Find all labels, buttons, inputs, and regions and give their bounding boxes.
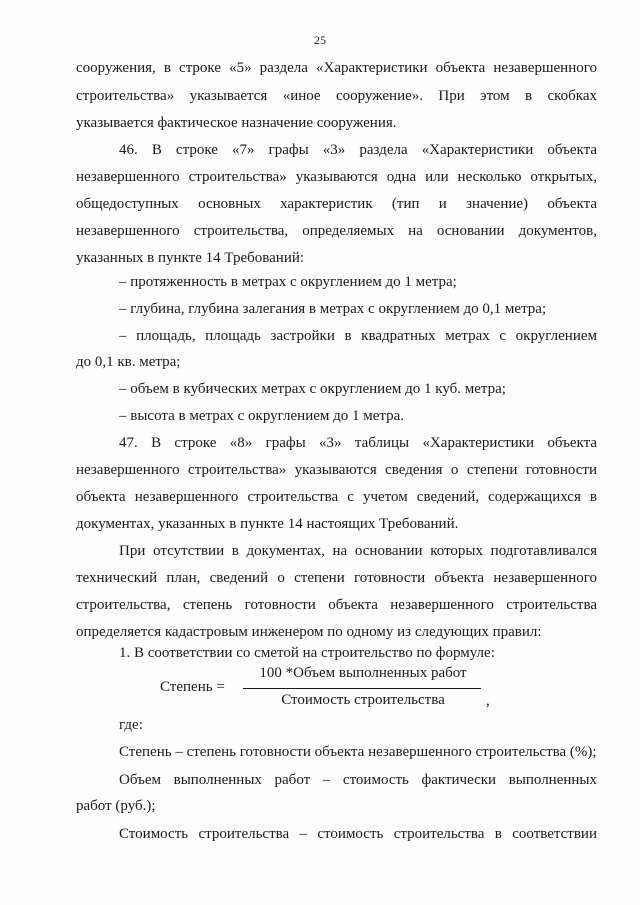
text-line: сооружения, в строке «5» раздела «Характеристики объекта незавершенного	[76, 60, 597, 76]
text-line: работ (руб.);	[76, 798, 156, 814]
list-item: – объем в кубических метрах с округлением до 1 куб. метра;	[119, 381, 506, 397]
list-item: – протяженность в метрах с округлением до 1 метра;	[119, 274, 457, 290]
text-line: до 0,1 кв. метра;	[76, 354, 181, 370]
text-line: общедоступных основных характеристик (тип и значение) объекта	[76, 196, 597, 212]
fraction-bar	[243, 688, 481, 689]
page-number: 25	[314, 33, 326, 47]
formula-numerator: 100 *Объем выполненных работ	[259, 665, 467, 681]
text-line: Стоимость строительства – стоимость строительства в соответствии	[119, 826, 597, 842]
formula-label: Степень =	[160, 679, 225, 695]
text-line: незавершенного строительства» указываются одна или несколько открытых,	[76, 169, 597, 185]
text-line: незавершенного строительства, определяемых на основании документов,	[76, 223, 597, 239]
list-item: – глубина, глубина залегания в метрах с округлением до 0,1 метра;	[119, 301, 547, 317]
text-line: определяется кадастровым инженером по одному из следующих правил:	[76, 624, 542, 640]
text-line: строительства» указывается «иное сооружение». При этом в скобках	[76, 88, 597, 104]
text-line: 1. В соответствии со сметой на строительство по формуле:	[119, 645, 495, 661]
formula-denominator: Стоимость строительства	[281, 692, 445, 708]
text-line: 46. В строке «7» графы «3» раздела «Характеристики объекта	[119, 142, 597, 158]
text-line: 47. В строке «8» графы «3» таблицы «Характеристики объекта	[119, 435, 597, 451]
list-item: – высота в метрах с округлением до 1 метра.	[119, 408, 405, 424]
text-line: Объем выполненных работ – стоимость фактически выполненных	[119, 772, 597, 788]
text-line: документах, указанных в пункте 14 настоящих Требований.	[76, 516, 459, 532]
formula-trail: ,	[486, 693, 490, 709]
text-line: технический план, сведений о степени готовности объекта незавершенного	[76, 570, 597, 586]
text-line: где:	[119, 717, 143, 733]
text-line: указанных в пункте 14 Требований:	[76, 250, 305, 266]
text-line: указывается фактическое назначение сооружения.	[76, 115, 397, 131]
text-line: При отсутствии в документах, на основании которых подготавливался	[119, 543, 597, 559]
list-item: – площадь, площадь застройки в квадратных метрах с округлением	[119, 328, 597, 344]
text-line: незавершенного строительства» указываются сведения о степени готовности	[76, 462, 597, 478]
text-line: строительства, степень готовности объекта незавершенного строительства	[76, 597, 597, 613]
text-line: объекта незавершенного строительства с учетом сведений, содержащихся в	[76, 489, 597, 505]
text-line: Степень – степень готовности объекта незавершенного строительства (%);	[119, 744, 597, 760]
